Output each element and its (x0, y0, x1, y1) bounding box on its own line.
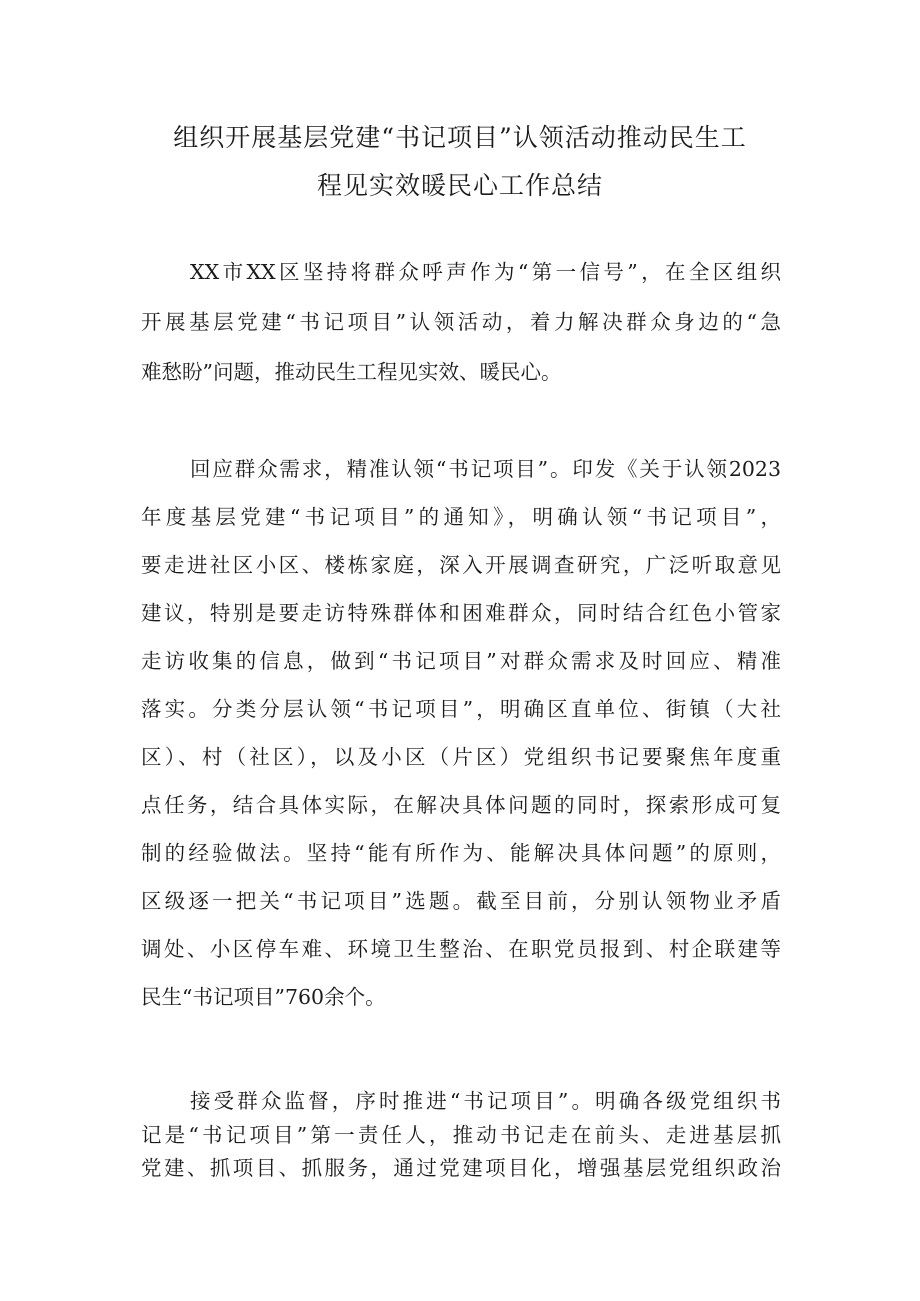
paragraph-2-line-10: 区级逐一把关“书记项目”选题。截至目前，分别认领物业矛盾 (141, 889, 781, 913)
paragraph-1-line-3: 难愁盼”问题，推动民生工程见实效、暖民心。 (141, 360, 562, 384)
paragraph-2-line-12: 民生“书记项目”760余个。 (141, 985, 386, 1009)
paragraph-2-line-5: 走访收集的信息，做到“书记项目”对群众需求及时回应、精准 (141, 649, 781, 673)
paragraph-2-line-4: 建议，特别是要走访特殊群体和困难群众，同时结合红色小管家 (141, 601, 781, 625)
paragraph-1-line-1: XX市XX区坚持将群众呼声作为“第一信号”，在全区组织 (190, 260, 781, 284)
document-title-line-2: 程见实效暖民心工作总结 (316, 171, 603, 200)
paragraph-2-line-2: 年度基层党建“书记项目”的通知》，明确认领“书记项目”， (141, 505, 781, 529)
paragraph-2-line-6: 落实。分类分层认领“书记项目”，明确区直单位、街镇（大社 (141, 697, 781, 721)
document-title-line-1: 组织开展基层党建“书记项目”认领活动推动民生工 (173, 123, 747, 152)
paragraph-2-line-9: 制的经验做法。坚持“能有所作为、能解决具体问题”的原则， (141, 841, 781, 865)
paragraph-3-line-1: 接受群众监督，序时推进“书记项目”。明确各级党组织书 (190, 1089, 781, 1113)
paragraph-2-line-11: 调处、小区停车难、环境卫生整治、在职党员报到、村企联建等 (141, 937, 781, 961)
paragraph-2-line-8: 点任务，结合具体实际，在解决具体问题的同时，探索形成可复 (141, 793, 781, 817)
paragraph-2-line-7: 区）、村（社区），以及小区（片区）党组织书记要聚焦年度重 (141, 745, 781, 769)
paragraph-2-line-1: 回应群众需求，精准认领“书记项目”。印发《关于认领2023 (190, 457, 781, 481)
paragraph-2-line-3: 要走进社区小区、楼栋家庭，深入开展调查研究，广泛听取意见 (141, 553, 781, 577)
paragraph-1-line-2: 开展基层党建“书记项目”认领活动，着力解决群众身边的“急 (141, 310, 781, 334)
paragraph-3-line-2: 记是“书记项目”第一责任人，推动书记走在前头、走进基层抓 (141, 1123, 781, 1147)
paragraph-3-line-3: 党建、抓项目、抓服务，通过党建项目化，增强基层党组织政治 (141, 1156, 781, 1180)
